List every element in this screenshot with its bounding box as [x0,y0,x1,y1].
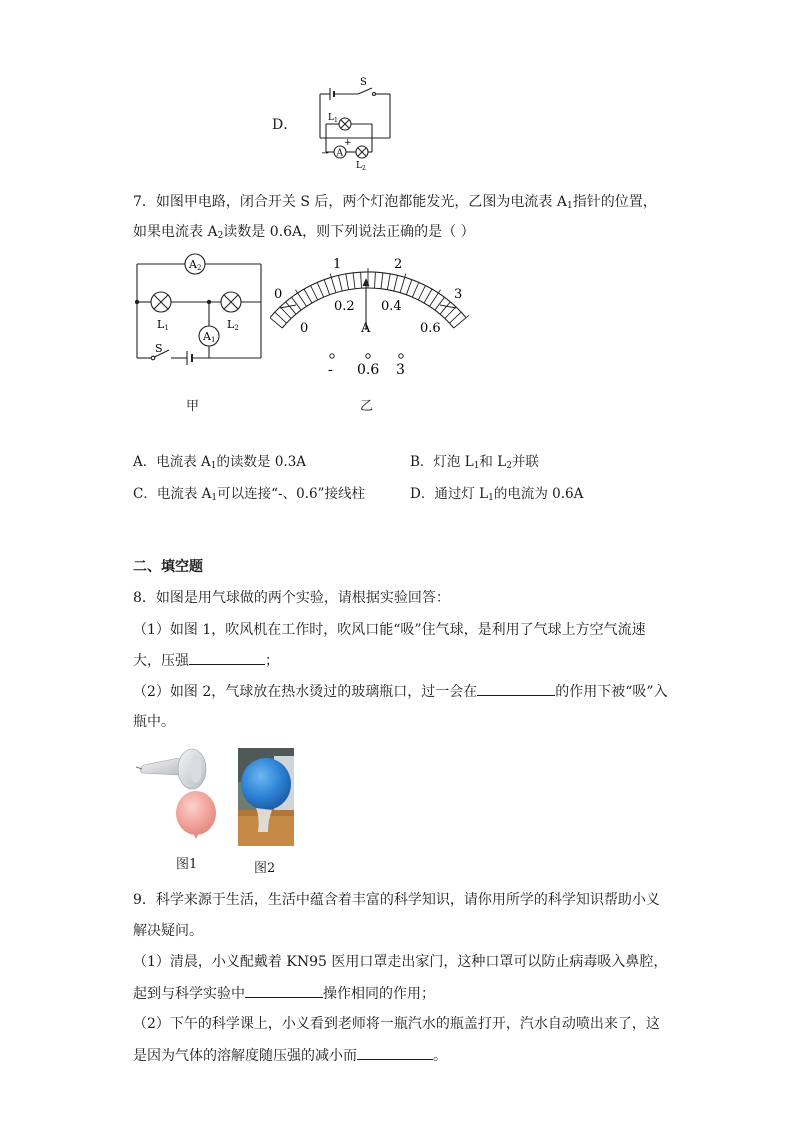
dial-tick [430,290,441,307]
q8-line-2: （1）如图 1，吹风机在工作时，吹风口能“吸”住气球，是利用了气球上方空气流速 [133,622,646,638]
q9-blank-1[interactable] [245,983,323,998]
q9-line-4: 起到与科学实验中 操作相同的作用； [133,983,435,1004]
q6-switch-label: S [360,77,367,88]
dial-tick [286,302,296,314]
q7-caption-jia: 甲 [186,399,200,414]
dial-top-label-1: 1 [333,257,342,272]
q7-option-a: A．电流表 $A_1$的读数是 0.3A [133,454,307,471]
q6-option-d-label: D． [272,117,298,133]
dial-tick [450,312,462,323]
ammeter-a1-label: A1 [203,330,216,344]
dial-tick [324,280,330,295]
q6-minus-label: − [321,148,330,159]
q9-line-1: 9．科学来源于生活，生活中蕴含着丰富的科学知识，请你用所学的科学知识帮助小义 [133,892,660,908]
dial-tick [440,302,450,314]
dial-tick [280,307,291,319]
dial-bottom-label-unit: A [361,321,371,336]
q9-line-3: （1）清晨，小义配戴着 KN95 医用口罩走出家门，这种口罩可以防止病毒吸入鼻腔， [133,954,668,970]
q7-ammeter-dial-yi [270,250,470,385]
q8-blank-2[interactable] [477,681,555,696]
dial-tick [346,274,349,290]
dial-tick [424,289,432,303]
q7-line-2: 如果电流表 $A_2$读数是 0.6A，则下列说法正确的是（ ） [133,224,475,241]
dial-tick [406,280,412,295]
q9-line-6: 是因为气体的溶解度随压强的减小而 。 [133,1045,447,1066]
terminal-minus-label: - [328,362,333,378]
dial-bottom-label-max: 0.6 [420,321,441,336]
dial-tick [296,290,307,307]
bulb-l2-label: L2 [227,318,239,332]
switch-s-label: S [155,342,163,355]
dial-tick [387,274,390,290]
terminal-0.6-label: 0.6 [357,362,380,378]
q7-line-1: 7．如图甲电路，闭合开关 S 后，两个灯泡都能发光，乙图为电流表 $A_1$指针的位置， [133,194,657,211]
dial-tick [304,289,312,303]
q7-circuit-diagram-jia [125,248,275,378]
dial-inner-label-1: 0.4 [381,299,402,314]
q7-option-c: C．电流表 $A_1$可以连接“-、0.6”接线柱 [133,486,365,503]
q8-fig2-caption: 图2 [254,861,276,876]
q7-caption-yi: 乙 [360,399,374,414]
q9-blank-2[interactable] [357,1045,433,1060]
q8-line-1: 8．如图是用气球做的两个实验，请根据实验回答： [133,590,450,606]
dial-tick [418,286,425,300]
q8-blank-1[interactable] [189,650,265,665]
q8-line-3: 大，压强 ； [133,650,279,671]
q8-line-4: （2）如图 2，气球放在热水烫过的玻璃瓶口，过一会在 的作用下被“吸”入 [133,681,668,702]
dial-top-label-3: 3 [454,287,463,302]
q7-option-b: B．灯泡 $L_1$和 $L_2$并联 [410,454,539,471]
q6-ammeter-label: A [336,148,343,159]
dial-tick [275,312,287,323]
dial-tick [292,297,302,310]
dial-tick [317,283,323,298]
q8-line-5: 瓶中。 [133,714,175,730]
dial-tick [445,307,456,319]
dial-top-label-0: 0 [274,287,283,302]
q7-option-d: D．通过灯 $L_1$的电流为 0.6A [410,486,584,503]
dial-tick [412,283,418,298]
dial-bottom-label-0: 0 [300,321,309,336]
dial-top-label-2: 2 [394,257,403,272]
dial-tick [361,272,362,288]
q6-option-d-circuit-diagram [300,72,400,172]
q6-bulb2-label: $L_2$ [356,161,366,172]
q8-figure-2-bottle-balloon [238,748,294,846]
q8-figure-1-hairdryer-balloon [134,745,224,845]
dial-tick [375,272,376,288]
dial-tick [339,276,343,292]
q9-line-5: （2）下午的科学课上，小义看到老师将一瓶汽水的瓶盖打开，汽水自动喷出来了，这 [133,1016,660,1032]
q6-bulb1-label: $L_1$ [328,113,338,124]
dial-inner-label-0: 0.2 [334,299,355,314]
q8-fig1-caption: 图1 [176,857,198,872]
dial-tick [394,276,398,292]
section-title-fill-in: 二、填空题 [133,559,203,575]
q6-plus-label: + [344,138,352,148]
dial-tick [381,273,383,289]
dial-tick [311,286,318,300]
terminal-3-label: 3 [396,362,405,378]
bulb-l1-label: L1 [157,318,169,332]
dial-tick [353,273,355,289]
q9-line-2: 解决疑问。 [133,923,203,939]
ammeter-a2-label: A2 [189,258,202,272]
dial-tick [435,297,445,310]
